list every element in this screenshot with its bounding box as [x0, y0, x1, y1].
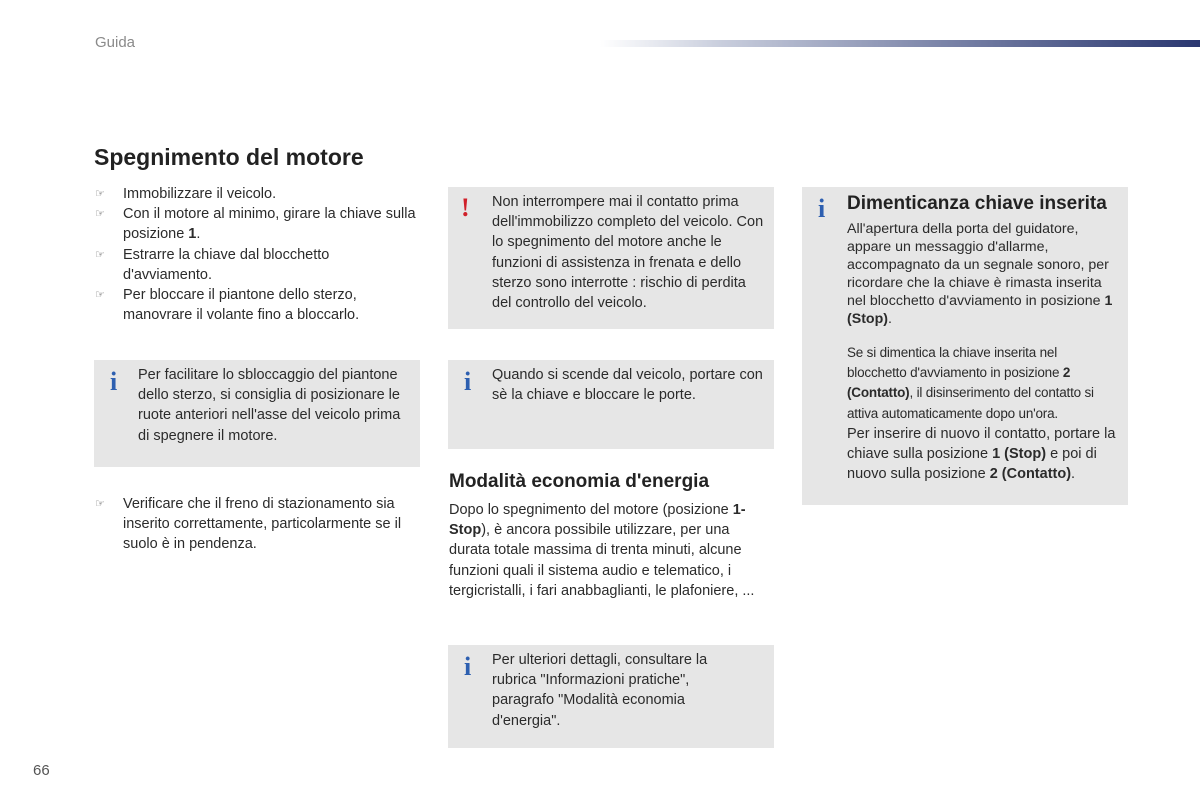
info-box-steering [94, 360, 420, 467]
p3-mid: e poi di nuovo sulla posizione [847, 446, 1097, 483]
economy-text-before: Dopo lo spegnimento del motore (posizione [449, 502, 733, 518]
p3-text: Per inserire di nuovo il contatto, portare la chiave sulla posizione [847, 426, 1116, 463]
steps-list [95, 184, 420, 325]
step-bold-value: 1 [188, 226, 197, 243]
header-decorative-bar [600, 40, 1200, 47]
list-item [95, 245, 420, 285]
warning-icon: ! [461, 193, 470, 222]
info-icon: i [818, 194, 826, 223]
bullet-hand-icon: ☞ [95, 498, 105, 510]
list-item [95, 494, 420, 555]
warning-box [448, 187, 774, 329]
p2-text: Se si dimentica la chiave inserita nel blocchetto d'avviamento in posizione [847, 345, 1063, 381]
warning-box-text: Non interrompere mai il contatto prima dell'immobilizzo completo del veicolo. Con lo spegnimento del motore anche le funzioni di assistenza in frenata e dello sterzo sono interrotte : rischio di perdita del controllo del veicolo. [492, 194, 764, 312]
economy-bold-position: 1-Stop [449, 502, 746, 539]
info-box-text: Quando si scende dal veicolo, portare con sè la chiave e bloccare le porte. [492, 367, 763, 404]
bullet-hand-icon: ☞ [95, 289, 105, 302]
p3-after: . [1071, 466, 1076, 483]
info-box-text: Per facilitare lo sbloccaggio del piantone dello sterzo, si consiglia di posizionare le ruote anteriori nell'asse del veicolo prima di spegnere il motore. [138, 367, 401, 444]
forgotten-key-title: Dimenticanza chiave inserita [847, 193, 1107, 214]
info-box-doors [448, 360, 774, 449]
info-icon: i [464, 652, 472, 681]
economy-text-after: ), è ancora possibile utilizzare, per una durata totale massima di trenta minuti, alcune funzioni quali il sistema audio e telematico, i tergicristalli, i fari anabbaglianti, le plafoniere, ... [449, 522, 755, 599]
p1-after: . [887, 311, 892, 327]
list-item [95, 285, 420, 325]
p2-bold: 2 (Contatto) [847, 365, 1071, 401]
info-icon: i [464, 367, 472, 396]
economy-section-text [449, 500, 769, 601]
p1-bold: 1 (Stop) [847, 293, 1113, 327]
bullet-hand-icon: ☞ [95, 188, 105, 200]
info-box-text: Per ulteriori dettagli, consultare la rubrica "Informazioni pratiche", paragrafo "Modalità economia d'energia". [492, 652, 708, 729]
p3-bold-1: 1 (Stop) [992, 446, 1047, 463]
forgotten-key-paragraph-1 [847, 220, 1119, 328]
step-text: Verificare che il freno di stazionamento sia inserito correttamente, particolarmente se il suolo è in pendenza. [123, 496, 402, 553]
economy-section-title: Modalità economia d'energia [449, 471, 710, 492]
forgotten-key-paragraph-2 [847, 343, 1119, 424]
step-text: Estrarre la chiave dal blocchetto d'avviamento. [123, 246, 330, 283]
list-item [95, 184, 420, 204]
page-number: 66 [33, 762, 50, 779]
bullet-hand-icon: ☞ [95, 208, 105, 221]
p1-text: All'apertura della porta del guidatore, appare un messaggio d'allarme, accompagnato da un segnale sonoro, per ricordare che la chiave è rimasta inserita nel blocchetto d'avviamento in posizione [847, 221, 1109, 309]
p2-after: , il disinserimento del contatto si attiva automaticamente dopo un'ora. [847, 385, 1094, 421]
bullet-hand-icon: ☞ [95, 248, 105, 261]
forgotten-key-paragraph-3 [847, 424, 1119, 485]
step-text: Immobilizzare il veicolo. [123, 186, 277, 202]
final-step [95, 494, 420, 555]
step-text-after: . [196, 226, 201, 243]
header-section-label: Guida [95, 34, 136, 51]
forgotten-key-box [802, 187, 1128, 505]
info-icon: i [110, 367, 118, 396]
step-text: Per bloccare il piantone dello sterzo, manovrare il volante fino a bloccarlo. [123, 287, 360, 324]
page-title: Spegnimento del motore [94, 144, 364, 170]
step-text: Con il motore al minimo, girare la chiave sulla posizione [123, 206, 416, 243]
p3-bold-2: 2 (Contatto) [989, 466, 1072, 483]
info-box-more-details [448, 645, 774, 748]
list-item [95, 204, 420, 244]
